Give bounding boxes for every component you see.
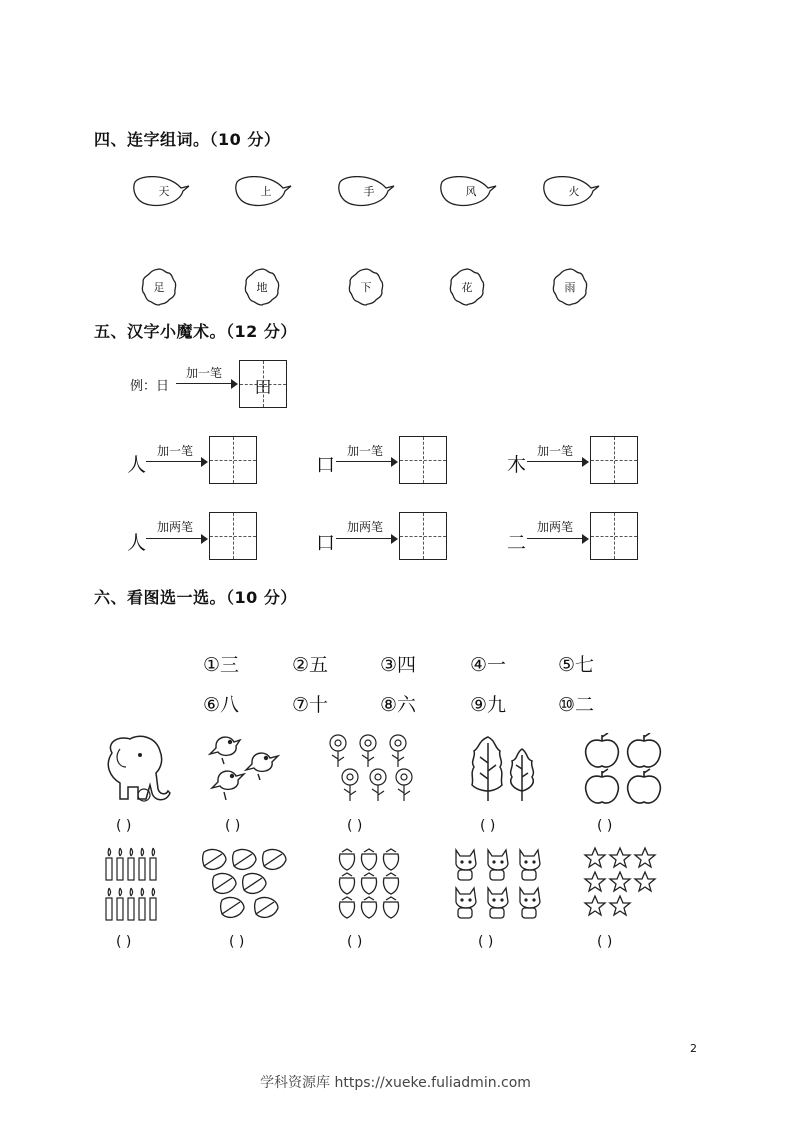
flower-char: 地: [256, 281, 268, 294]
option-5: ⑤七: [558, 654, 595, 676]
source-char: 口: [316, 454, 336, 476]
answer-blank[interactable]: ( ): [597, 818, 613, 834]
cat-icon: [452, 846, 552, 924]
arrow-right-icon: [146, 532, 208, 546]
apple-icon: [582, 733, 666, 805]
section-title-6: 六、看图选一选。（10 分）: [94, 588, 297, 607]
answer-blank[interactable]: ( ): [478, 934, 494, 950]
arrow-label: 加一笔: [537, 444, 574, 458]
source-char: 二: [507, 532, 527, 554]
leaf-char: 上: [260, 185, 272, 198]
leaf-card: [233, 176, 299, 210]
answer-tianzige[interactable]: [590, 512, 638, 560]
arrow-label: 加两笔: [537, 520, 574, 534]
answer-blank[interactable]: ( ): [597, 934, 613, 950]
answer-blank[interactable]: ( ): [229, 934, 245, 950]
section-title-5: 五、汉字小魔术。（12 分）: [94, 322, 297, 341]
flower-card: [242, 267, 282, 307]
leaf-card: [541, 176, 607, 210]
section-title-4: 四、连字组词。（10 分）: [94, 130, 281, 149]
answer-blank[interactable]: ( ): [347, 934, 363, 950]
flower-char: 下: [360, 281, 372, 294]
answer-tianzige[interactable]: [590, 436, 638, 484]
leaf-char: 天: [158, 185, 170, 198]
flower-char: 雨: [564, 281, 576, 294]
source-char: 人: [127, 532, 147, 554]
example-answer: 田: [254, 378, 272, 398]
leaf-card: [131, 176, 197, 210]
leaf-card: [438, 176, 504, 210]
leaf-char: 火: [568, 185, 580, 198]
option-8: ⑧六: [380, 694, 417, 716]
arrow-right-icon: [146, 455, 208, 469]
leaf-char: 手: [363, 185, 375, 198]
flower-card: [346, 267, 386, 307]
answer-blank[interactable]: ( ): [116, 818, 132, 834]
answer-tianzige[interactable]: [209, 436, 257, 484]
flower-card: [447, 267, 487, 307]
example-tianzige: [239, 360, 287, 408]
elephant-icon: [100, 733, 172, 805]
example-arrow-label: 加一笔: [186, 366, 223, 380]
flower-card: [550, 267, 590, 307]
strawberry-icon: [336, 848, 408, 920]
option-10: ⑩二: [558, 694, 595, 716]
option-6: ⑥八: [203, 694, 240, 716]
option-4: ④一: [470, 654, 507, 676]
option-7: ⑦十: [292, 694, 329, 716]
arrow-right-icon: [527, 455, 589, 469]
flower-icon: [324, 733, 416, 805]
leaf-icon: [200, 846, 288, 924]
option-3: ③四: [380, 654, 417, 676]
bird-icon: [208, 730, 280, 806]
source-char: 人: [127, 454, 147, 476]
answer-blank[interactable]: ( ): [225, 818, 241, 834]
arrow-label: 加两笔: [347, 520, 384, 534]
page-number: 2: [690, 1042, 697, 1055]
flower-card: [139, 267, 179, 307]
leaf-card: [336, 176, 402, 210]
answer-blank[interactable]: ( ): [480, 818, 496, 834]
example-label: 例：日: [130, 379, 170, 394]
arrow-label: 加一笔: [157, 444, 194, 458]
arrow-right-icon: [336, 455, 398, 469]
flower-char: 花: [461, 281, 473, 294]
flower-char: 足: [153, 281, 165, 294]
arrow-label: 加两笔: [157, 520, 194, 534]
answer-tianzige[interactable]: [399, 436, 447, 484]
arrow-right-icon: [176, 377, 238, 391]
arrow-label: 加一笔: [347, 444, 384, 458]
option-1: ①三: [203, 654, 240, 676]
answer-tianzige[interactable]: [399, 512, 447, 560]
star-icon: [582, 846, 662, 922]
source-char: 木: [507, 454, 527, 476]
tree-icon: [458, 733, 548, 805]
answer-blank[interactable]: ( ): [116, 934, 132, 950]
answer-tianzige[interactable]: [209, 512, 257, 560]
source-char: 口: [316, 532, 336, 554]
arrow-right-icon: [336, 532, 398, 546]
arrow-right-icon: [527, 532, 589, 546]
option-9: ⑨九: [470, 694, 507, 716]
answer-blank[interactable]: ( ): [347, 818, 363, 834]
leaf-char: 风: [465, 185, 477, 198]
footer-watermark: 学科资源库 https://xueke.fuliadmin.com: [260, 1075, 531, 1091]
option-2: ②五: [292, 654, 329, 676]
candle-icon: [104, 846, 164, 924]
